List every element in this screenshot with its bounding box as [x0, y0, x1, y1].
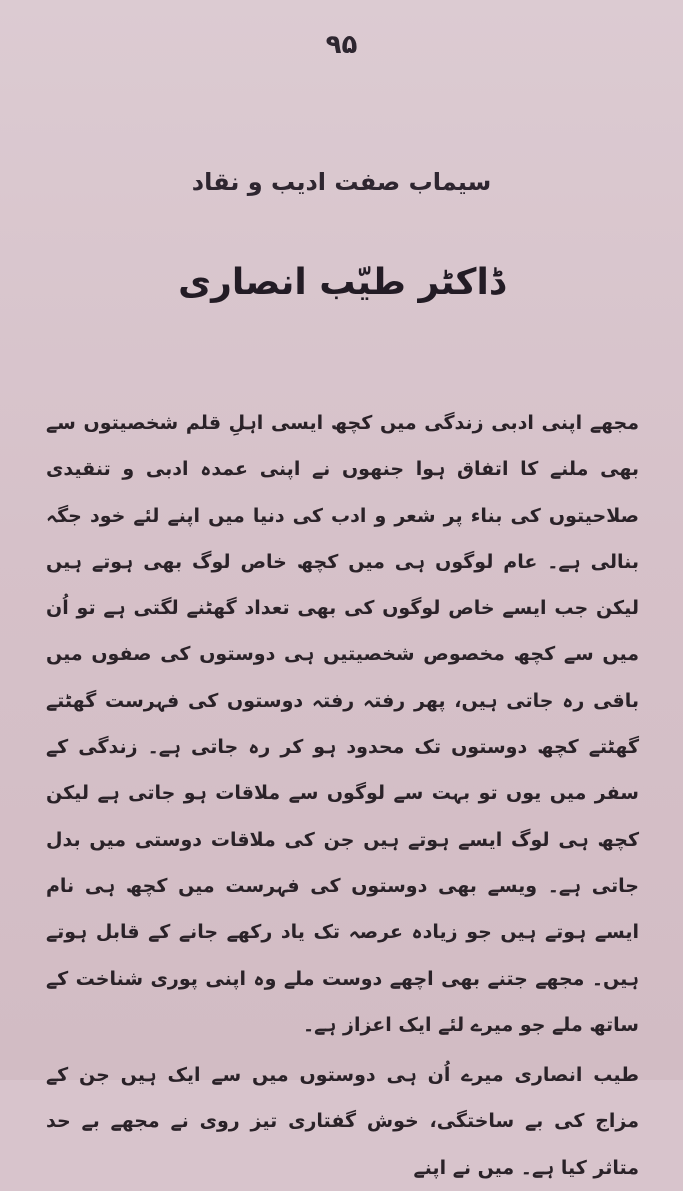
chapter-author: ڈاکٹر طیّب انصاری [178, 262, 505, 303]
paragraph: طیب انصاری میرے اُن ہی دوستوں میں سے ایک ہیں جن کے مزاج کی بے ساختگی، خوش گفتاری تیز روی نے مجھے بے حد متاثر کیا ہے۔ میں نے اپنے [46, 1064, 639, 1179]
page-number: ۹۵ [325, 30, 358, 60]
chapter-subtitle: سیماب صفت ادیب و نقاد [191, 168, 492, 196]
paragraph: مجھے اپنی ادبی زندگی میں کچھ ایسی اہلِ قلم شخصیتوں سے بھی ملنے کا اتفاق ہوا جنھوں نے اپنی عمدہ ادبی و تنقیدی صلاحیتوں کی بناء پر شعر و ادب کی دنیا میں اپنے لئے خود جگہ بنالی ہے۔ عام لوگوں ہی میں کچھ خاص لوگ بھی ہوتے ہیں لیکن جب ایسے خاص لوگوں کی بھی تعداد گھٹنے لگتی ہے تو اُن میں سے کچھ مخصوص شخصیتیں ہی دوستوں کی صفوں میں باقی رہ جاتی ہیں، پھر رفتہ رفتہ دوستوں کی فہرست گھٹتے گھٹتے کچھ دوستوں تک محدود ہو کر رہ جاتی ہے۔ زندگی کے سفر میں یوں تو بہت سے لوگوں سے ملاقات ہو جاتی ہے لیکن کچھ ہی لوگ ایسے ہوتے ہیں جن کی ملاقات دوستی میں بدل جاتی ہے۔ ویسے بھی دوستوں کی فہرست میں کچھ ہی نام ایسے ہوتے ہیں جو زیادہ عرصہ تک یاد رکھے جانے کے قابل ہوتے ہیں۔ مجھے جتنے بھی اچھے دوست ملے وہ اپنی پوری شناخت کے ساتھ ملے جو میرے لئے ایک اعزاز ہے۔ [46, 412, 639, 1036]
body-text [46, 400, 639, 1191]
